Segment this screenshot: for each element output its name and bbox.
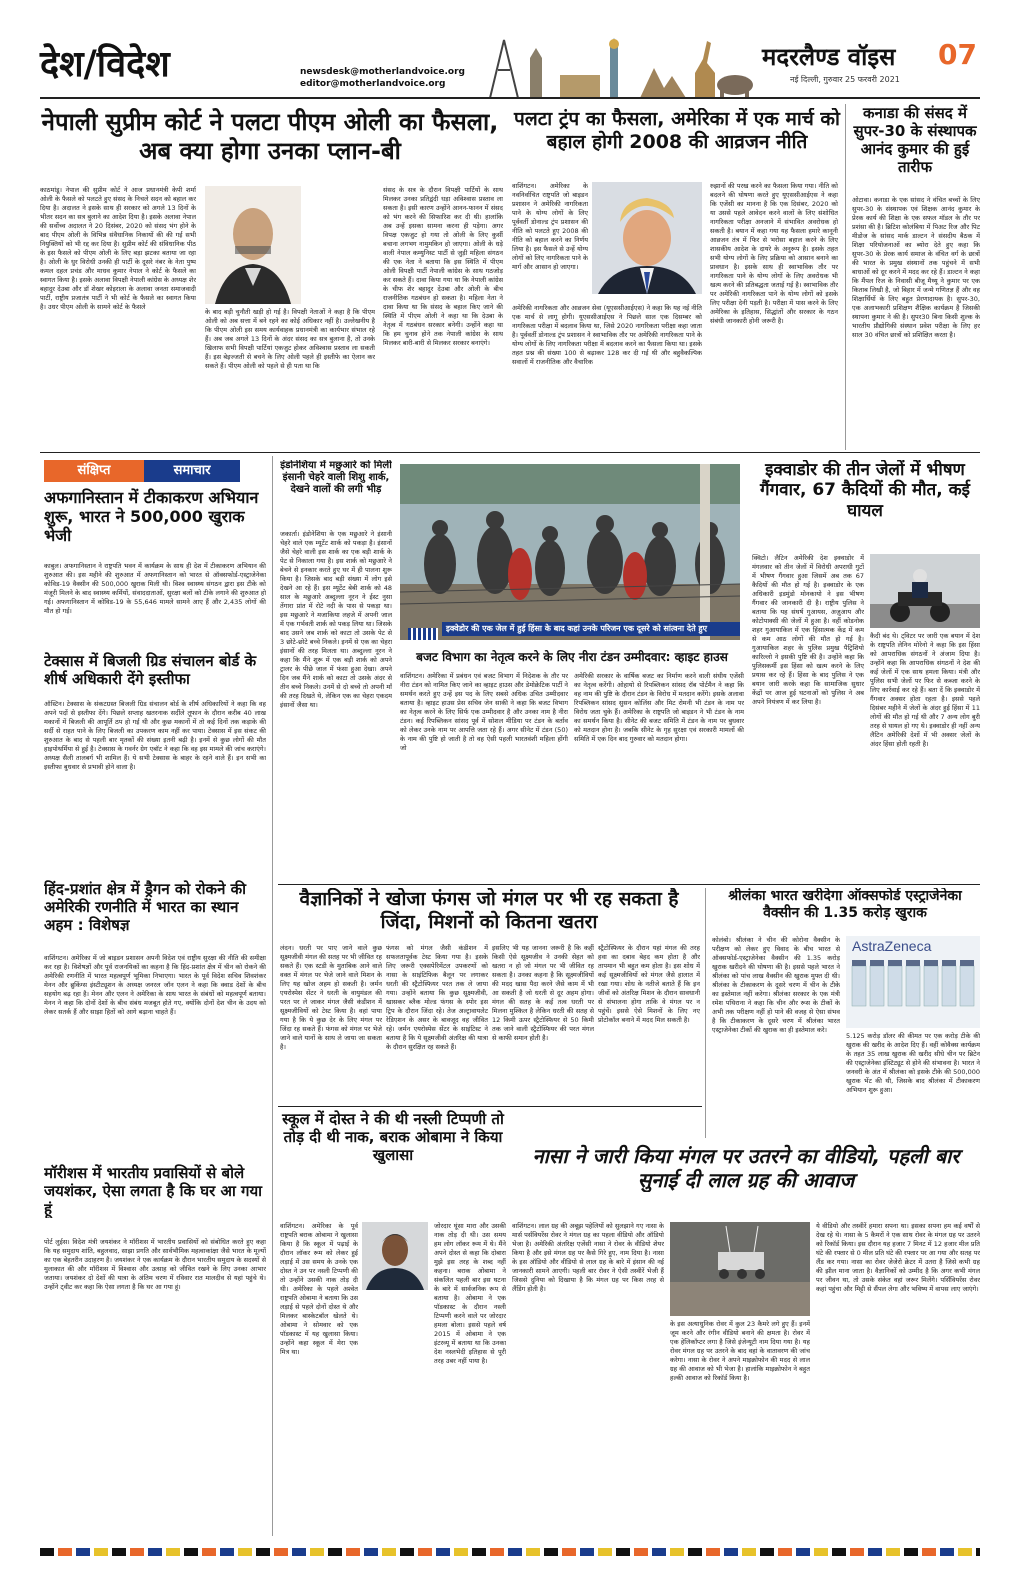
sankshipt-banner — [44, 460, 264, 482]
ecuador-photo-caption: इक्वेडोर की एक जेल में हुई हिंसा के बाद कहां उनके परिजन एक दूसरे को सांत्वना देते हुए — [442, 622, 740, 636]
nasa-headline: नासा ने जारी किया मंगल पर उतरने का वीडियो, पहली बार सुनाई दी लाल ग्रह की आवाज — [532, 1144, 960, 1192]
nasa-col1: वाशिंगटन। लाल ग्रह की अबूझ पहेलियों को सुलझाने गए नासा के मार्स पर्सवियरेंस रोवर ने मंगल ग्रह का पहला वीडियो और ऑडियो भेजा है। अमेरिकी अंतरिक्ष एजेंसी नासा ने रोवर के वीडियो शेयर किया है और इसे मंगल ग्रह पर कैसे गिरे हुए, नाम दिया है। नासा के इस ऑडियो और वीडियो से लाल ग्रह के बारे में इंसान की नई जानकारी सामने आएगी। पहली बार रोवर ने ऐसी तस्वीरें भेजी हैं जिससे दुनिया को दिखाया है कि मंगल ग्रह पर किस तरह से लैंडिंग होती है। — [512, 1222, 664, 1293]
ecuador-photo-barcode — [408, 628, 438, 640]
vaccine-vial-label: AstraZeneca — [852, 938, 932, 954]
brief1-headline: अफगानिस्तान में टीकाकरण अभियान शुरू, भारत ने 500,000 खुराक भेजी — [44, 488, 259, 546]
tanden-headline: बजट विभाग का नेतृत्व करने के लिए नीरा टंडन उम्मीदवार: व्हाइट हाउस — [416, 650, 728, 664]
ecuador-photo — [400, 464, 740, 640]
left-col-divider — [272, 456, 273, 1536]
nepal-col3: संसद के सत्र के दौरान विपक्षी पार्टियों के साथ मिलकर उनका प्रतिद्वंदी धड़ा अविश्वास प्रस्ताव ला सकता है। इसी कारण उन्होंने आनन-फानन में संसद को भंग करने की सिफारिश कर दी थी। हालांकि अब उन्हें इसका सामना करना ही पड़ेगा। अगर विपक्ष एकजुट हो गया तो ओली के लिए कुर्सी बचाना लगभग नामुमकिन हो जाएगा। ओली के धड़े वाली नेपाल कम्युनिस्ट पार्टी से जुड़ी महिला संगठन की एक नेता ने बताया कि इस स्थिति में पीएम ओली विपक्षी पार्टी नेपाली कांग्रेस के साथ गठजोड़ कर सकते हैं। दावा किया गया था कि नेपाली कांग्रेस के चीफ शेर बहादुर देउबा और ओली के बीच राजनीतिक गठबंधन हो सकता है। महिला नेता ने दावा किया था कि संसद के बहाल किए जाने की स्थिति में पीएम ओली ने कहा था कि देउबा के नेतृत्व में गठबंधन सरकार बनेगी। उन्होंने कहा था कि हम चुनाव होने तक नेपाली कांग्रेस के साथ मिलकर बारी-बारी से मिलकर सरकार बनाएंगे। — [383, 186, 503, 347]
canada-divider — [845, 104, 846, 450]
brief3-headline: हिंद-प्रशांत क्षेत्र में ड्रैगन को रोकने की अमेरिकी रणनीति में भारत का स्थान अहम : विशेषज्ञ — [44, 880, 247, 934]
nepal-col1: काठमांडू। नेपाल की सुप्रीम कोर्ट ने आज प्रधानमंत्री केपी शर्मा ओली के फैसले को पलटते हुए संसद के निचले सदन को बहाल कर दिया है। अदालत ने इसके साथ ही सरकार को अगले 13 दिनों के भीतर सदन का सत्र बुलाने का आदेश दिया है। इसके अलावा नेपाल की सर्वोच्च अदालत ने 20 दिसंबर, 2020 को संसद भंग होने के बाद पीएम ओली के विभिन्न संवैधानिक निकायों की की गई सभी नियुक्तियों को भी रद्द कर दिया है। सुप्रीम कोर्ट की संविधानिक पीठ के इस फैसले को पीएम ओली के लिए बड़ा झटका बताया जा रहा है। ओली के धुर विरोधी उनकी ही पार्टी के दूसरे नंबर के नेता पुष्प कमल दहल प्रचंड और माधव कुमार नेपाल ने कोर्ट के फैसले का स्वागत किया है। इसके अलावा विपक्षी नेपाली कांग्रेस के अध्यक्ष शेर बहादुर देउबा और डॉ शेखर कोइराला के अलावा जनता समाजवादी पार्टी, राष्ट्रीय प्रजातंत्र पार्टी ने भी कोर्ट के फैसले का स्वागत किया है। उधर पीएम ओली के सामने कोर्ट के फैसले — [40, 186, 196, 311]
tanden-col1: वाशिंगटन। अमेरिका में प्रबंधन एवं बजट विभाग में निदेशक के तौर पर नीरा टंडन को नामित किए जाने का व्हाइट हाउस और डेमोक्रेटिक पार्टी ने समर्थन करते हुए उन्हें इस पद के लिए सबसे अधिक उचित उम्मीदवार बताया है। व्हाइट हाउस प्रेस सचिव जेन साकी ने कहा कि बजट विभाग का नेतृत्व करने के लिए सिर्फ एक उम्मीदवार है और उनका नाम है नीरा टंडन। कई रिपब्लिकन सांसद पूर्व में सोशल मीडिया पर टंडन के बर्ताव को लेकर उनके नाम पर आपत्ति जता रहे हैं। अगर सीनेट में टंडन (50) के नाम की पुष्टि हो जाती है तो वह ऐसी पहली भारतवंशी महिला होंगी जो — [400, 672, 568, 752]
section-title: देश/विदेश — [40, 43, 170, 85]
ecuador-col2: कैदी बंद थे। ट्विटर पर जारी एक बयान में देश के राष्ट्रपति लेनिन मोरेनो ने कहा कि इस हिंसा को आपराधिक संगठनों ने अंजाम दिया है। उन्होंने कहा कि आपराधिक संगठनों ने देश की कई जेलों में एक साथ हमला किया। मंत्री और पुलिस सभी जेलों पर फिर से कब्जा करने के लिए कार्रवाई कर रहे हैं। बता दें कि इक्वाडोर में गैंगवार अक्सर होता रहता है। इससे पहले दिसंबर महीने में जेलों के अंदर हुई हिंसा में 11 लोगों की मौत हो गई थी और 7 अन्य लोग बुरी तरह से घायल हो गए थे। इक्वाडोर ही नहीं अन्य लैटिन अमेरिकी देशों में भी अक्सर जेलों के अंदर हिंसा होती रहती है। — [870, 632, 980, 748]
rover-descent-scene — [670, 1222, 810, 1316]
brief3-body: वाशिंगटन। अमेरिका में जो बाइडन प्रशासन अपनी विदेश एवं राष्ट्रीय सुरक्षा की नीति की समीक्षा कर रहा है। विशेषज्ञों और पूर्व राजनयिकों का कहना है कि हिंद-प्रशांत क्षेत्र में चीन को रोकने की अमेरिकी रणनीति में भारत महत्वपूर्ण भूमिका निभाएगा। भारत के पूर्व विदेश सचिव शिवशंकर मेनन और ब्रुकिंग्स इंस्टीट्यूशन के अध्यक्ष जनरल जॉन एलन ने कहा कि क्वाड देशों के बीच सहयोग बढ़ रहा है। मेनन और एलन ने अमेरिका के साथ भारत के संबंधों को महत्वपूर्ण बताया। मेनन ने कहा कि दोनों देशों के बीच संबंध मजबूत होते गए, क्योंकि दोनों देश चीन के उदय को लेकर सतर्क हैं और साझा हितों को आगे बढ़ाना चाहते हैं। — [44, 954, 266, 1016]
srilanka-headline: श्रीलंका भारत खरीदेगा ऑक्सफोर्ड एस्ट्राजेनेका वैक्सीन की 1.35 करोड़ खुराक — [728, 888, 962, 921]
dateline: नई दिल्ली, गुरुवार 25 फरवरी 2021 — [790, 75, 900, 84]
samachar-label: समाचार — [144, 460, 240, 482]
brief4-headline: मॉरीशस में भारतीय प्रवासियों से बोले जयशंकर, ऐसा लगता है कि घर आ गया हूं — [44, 1164, 263, 1218]
canada-headline: कनाडा की संसद में सुपर-30 के संस्थापक आनंद कुमार की हुई तारीफ — [853, 104, 977, 176]
ecuador-police-photo — [870, 554, 980, 628]
fungus-col2: फंगस को मंगल जैसी कंडीशन में सफलतापूर्वक टेस्ट किया गया है। इसके लिए जरूरी एक्सपेरिमेंटल उपकरणों को नासा के साइंटिफिक बैलून पर लगाकर धरती की स्ट्रैटोस्फियर परत तक ले जाया गया। उन्होंने बताया कि कुछ सूक्ष्मजीवी, खासकर ब्लैक मोल्ड फंगस के स्पोर इस ट्रिप के दौरान जिंदा रहे। तेज अल्ट्रावायलेट रेडिएशन के असर के बावजूद वह जीवित रहे। जर्मन एयरोस्पेस सेंटर के साइंटिस्ट ने बताया है कि ये सूक्ष्मजीवी अंतरिक्ष की यात्रा के दौरान सुरक्षित रह सकते हैं। — [386, 944, 488, 1051]
trump-col1: वाशिंगटन। अमेरिका के नवनिर्वाचित राष्ट्रपति जो बाइडन प्रशासन ने अमेरिकी नागरिकता पाने के योग्य लोगों के लिए पूर्ववर्ती डोनाल्ड ट्रंप प्रशासन की नीति को पलटते हुए 2008 की नीति को बहाल करने का निर्णय लिया है। इस फैसले से उन्हें योग्य लोगों को लिए नागरिकता पाने के मार्ग और आसान हो जाएगा। — [512, 182, 588, 271]
obama-portrait — [362, 1222, 428, 1290]
srilanka-col1: कोलंबो। श्रीलंका ने चीन की कोरोना वैक्सीन के परीक्षण को लेकर हुए विवाद के बीच भारत से ऑक्सफोर्ड-एस्ट्राजेनेका वैक्सीन की 1.35 करोड़ खुराक खरीदने की घोषणा की है। इससे पहले भारत ने श्रीलंका को पांच लाख वैक्सीन की खुराक मुफ्त दी थी। श्रीलंका के टीकाकरण के दूसरे चरण में चीन के टीके का इस्तेमाल नहीं करेगा। श्रीलंका सरकार के एक मंत्री रमेश पथिराना ने कहा कि चीन और रूस के टीकों के अभी तक परीक्षण नहीं हो पाने की वजह से ऐसा संभव है कि टीकाकरण के दूसरे चरण में श्रीलंका भारत एस्ट्राजेनेका टीकों की खुराक का ही इस्तेमाल करे। — [712, 936, 840, 1034]
fungus-headline: वैज्ञानिकों ने खोजा फंगस जो मंगल पर भी रह सकता है जिंदा, मिशनों को कितना खतरा — [299, 888, 679, 933]
obama-col2: जोरदार घूंसा मारा और उसकी नाक तोड़ दी थी। उस समय हम लोग लॉकर रूम में थे। मैंने अपने दोस्त से कहा कि दोबारा मुझे इस तरह के शब्द नहीं कहना। बराक ओबामा ने संकलित पहली बार इस घटना के बारे में सार्वजनिक रूप से बताया है। ओबामा ने एक पॉडकास्ट के दौरान नस्ली टिप्पणी करने वाले पर जोरदार हमला बोला। इससे पहले वर्ष 2015 में ओबामा ने एक इंटरव्यू में बताया था कि उनका देश नस्लभेदी इतिहास से पूरी तरह उबर नहीं पाया है। — [434, 1222, 506, 1365]
obama-headline: स्कूल में दोस्त ने की थी नस्ली टिप्पणी तो तोड़ दी थी नाक, बराक ओबामा ने किया खुलासा — [282, 1110, 504, 1164]
srilanka-col2: 5.125 करोड़ डॉलर की कीमत पर एक करोड़ टीके की खुराक की खरीद के आदेश दिए हैं। वहीं कोवैक्स कार्यक्रम के तहत 35 लाख खुराक की खरीद सीधे चीन पर ब्रिटेन की एस्ट्राजेनेका इंस्टिट्यूट से होने की संभावना है। भारत ने जनवरी के अंत में श्रीलंका को इसके टीके की 500,000 खुराक भेंट की थी, जिसके बाद श्रीलंका में टीकाकरण अभियान शुरू हुआ। — [846, 1032, 980, 1094]
landmarks-illustration — [470, 30, 760, 98]
email-editor[interactable]: editor@motherlandvoice.org — [300, 79, 446, 89]
header-rule — [40, 97, 980, 99]
trump-portrait — [592, 182, 702, 294]
fungus-col4: स्ट्रैटोस्फियर के दौरान यहां मंगल की तरह हवा का दबाव बेहद कम होता है और तापमान भी बहुत कम होता है। इस शोध में कई सूक्ष्मजीवियों को मंगल जैसे हालात में रखा गया। शोध के नतीजे बताते हैं कि इन जीवों को अंतरिक्ष मिशन के दौरान सावधानी से संभालना होगा ताकि वे मंगल पर न पहुंचें। इससे ऐसे मिशनों के लिए नए प्रोटोकॉल बनाने में मदद मिल सकती है। — [598, 944, 700, 1024]
srilanka-divider — [705, 888, 706, 1138]
fungus-col1: लंदन। धरती पर पाए जाने वाले कुछ सूक्ष्मजीवी मंगल की सतह पर भी जीवित रह सकते हैं। एक स्टडी के मुताबिक आने वाले वक्त में मंगल पर भेजे जाने वाले मिशन के लिए यह खोज अहम हो सकती है। जर्मन एयरोस्पेस सेंटर ने धरती के वायुमंडल की परत पर ले जाकर मंगल जैसी कंडीशन में सूक्ष्मजीवियों को टेस्ट किया है। वहां पाया गया है कि ये कुछ देर के लिए मंगल पर जिंदा रह सकते हैं। फंगस को मंगल पर भेजे जाने वाले यानों के साथ ले जाया जा सकता है। — [280, 944, 382, 1051]
vaccine-photo — [846, 936, 980, 1028]
top-section-rule — [40, 452, 980, 453]
fungus-col3: इसलिए भी यह जानना जरूरी है कि कहीं किसी ऐसे सूक्ष्मजीव ने उनकी सेहत को खतरा न हो जो मंगल पर भी जीवित रह सकता है। उनका कहना है कि सूक्ष्मजीवियों की मदद खास पैदा करने जैसे काम में भी आ सकती है जो धरती से दूर अहम होगा। मंगल की सतह के कई तत्व धरती पर मिलना मुश्किल है लेकिन धरती की सतह से 12 किमी ऊपर स्ट्रैटोस्फियर से 50 किमी तक जाने वाली स्ट्रैटोस्फियर की परत मंगल से काफी समान होती है। — [492, 944, 594, 1042]
mid-rule — [278, 884, 980, 885]
lower-rule — [278, 1106, 702, 1107]
brief4-body: पोर्ट लुईस। विदेश मंत्री जयशंकर ने मॉरीशस में भारतीय प्रवासियों को संबोधित करते हुए कहा कि यह समुदाय शांति, बहुलवाद, साझा प्रगति और सार्वभौमिक महत्वाकांक्षा जैसे भारत के मूल्यों का एक बेहतरीन उदाहरण है। जयशंकर ने एक कार्यक्रम के दौरान भारतीय समुदाय के सदस्यों से मुलाकात की और मॉरीशस में विश्वास और उत्साह को जीवित रखने के लिए उनका आभार जताया। जयशंकर दो देशों की यात्रा के अंतिम चरण में रविवार रात मालदीव से यहां पहुंचे थे। उन्होंने ट्वीट कर कहा कि ऐसा लगता है कि घर आ गया हूं। — [44, 1238, 266, 1291]
trump-headline: पलटा ट्रंप का फैसला, अमेरिका में एक मार्च को बहाल होगी 2008 की आव्रजन नीति — [514, 108, 840, 153]
tanden-col2: अमेरिकी सरकार के वार्षिक बजट का निर्माण करने वाली संघीय एजेंसी का नेतृत्व करेंगी। ओहायो से रिपब्लिकन सांसद रॉब पोर्टमैन ने कहा कि वह नाम की पुष्टि के दौरान टंडन के विरोध में मतदान करेंगे। इसके अलावा रिपब्लिकन सांसद सुसन कोलिंस और मिट रोमनी भी टंडन के नाम पर विरोध जता चुके हैं। अमेरिका के राष्ट्रपति जो बाइडन ने भी टंडन के नाम का समर्थन किया है। सीनेट की बजट समिति में टंडन के नाम पर बुधवार को मतदान होना है। जबकि सीनेट के गृह सुरक्षा एवं सरकारी मामलों की समिति में एक दिन बाद गुरुवार को मतदान होगा। — [574, 672, 744, 743]
oli-portrait — [205, 186, 301, 304]
page-number: 07 — [938, 38, 977, 71]
nepal-col2: के बाद बड़ी चुनौती खड़ी हो गई है। विपक्षी नेताओं ने कहा है कि पीएम ओली को अब सत्ता में बने रहने का कोई अधिकार नहीं है। उल्लेखनीय है कि पीएम ओली इस समय कार्यवाहक प्रधानमंत्री का कार्यभार संभाल रहे हैं। अब जब अगले 13 दिनों के अंदर संसद का सत्र बुलाना है, तो उनके खिलाफ सभी विपक्षी पार्टियां एकजुट होकर अविश्वास प्रस्ताव ला सकती हैं। इस बेइज्जती से बचने के लिए ओली पहले ही इस्तीफे का ऐलान कर सकते हैं। पीएम ओली को पहले से ही पता था कि — [205, 308, 375, 370]
masthead: मदरलैण्ड वॉइस — [762, 43, 896, 71]
nasa-col3: ये वीडियो और तस्वीरें हमारा सपना था। इसका सपना हम कई वर्षों से देख रहे थे। नासा के 5 कैमरों ने एक साथ रोवर के मंगल ग्रह पर उतरने को रिकॉर्ड किया। इस दौरान यह हजार 7 मिनट में 12 हजार मील प्रति घंटे की रफ्तार से 0 मील प्रति घंटे की रफ्तार पर आ गया और सतह पर लैंड कर गया। नासा का रोवर जेजेरो क्रेटर में उतरा है जिसे कभी ग्रह की झील माना जाता है। वैज्ञानिकों को उम्मीद है कि अगर कभी मंगल पर जीवन था, तो उसके संकेत वहां जरूर मिलेंगे। पर्सिवियरेंस रोवर कहां पहुंचा और मिट्टी से सैंपल लेगा और भविष्य में वापस लाए जाएंगे। — [816, 1222, 980, 1293]
print-color-bar — [40, 1548, 980, 1556]
obama-col1: वाशिंगटन। अमेरिका के पूर्व राष्ट्रपति बराक ओबामा ने खुलासा किया है कि स्कूल में पढ़ाई के दौरान लॉकर रूम को लेकर हुई लड़ाई में उस समय के उनके एक दोस्त ने उन पर नस्ली टिप्पणी की तो उन्होंने उसकी नाक तोड़ दी थी। अमेरिका के पहले अश्वेत राष्ट्रपति ओबामा ने बताया कि उस लड़ाई से पहले दोनों दोस्त थे और मिलकर बास्केटबॉल खेलते थे। ओबामा ने सोमवार को एक पॉडकास्ट में यह खुलासा किया। उन्होंने कहा स्कूल में मेरा एक मित्र था। — [280, 1222, 358, 1356]
trump-col3: रुझानों की परख करने का फैसला किया गया। नीति को बदलने की घोषणा करते हुए यूएससीआईएस ने कहा कि एजेंसी का मानना है कि एक दिसंबर, 2020 को या उससे पहले आवेदन करने वालों के लिए संशोधित नागरिकता परीक्षा अनजाने में संभावित अवरोधक हो सकती है। बयान में कहा गया यह फैसला हमारे कानूनी आव्रजन तंत्र में फिर से भरोसा बहाल करने के लिए शासकीय आदेश के दायरे के अनुरूप है। इसके तहत सभी योग्य लोगों के लिए प्रक्रिया को आसान बनाने का प्रावधान है। इसके साथ ही स्वाभाविक तौर पर नागरिकता पाने के योग्य लोगों के लिए अवरोधक भी खत्म करने की प्रतिबद्धता जताई गई है। स्वाभाविक तौर पर अमेरिकी नागरिकता पाने के योग्य लोगों को इसके लिए परीक्षा देनी पड़ती है। परीक्षा में पास करने के लिए अमेरिका के इतिहास, सिद्धांतों और सरकार के गठन संबंधी जानकारी होनी जरूरी है। — [710, 182, 838, 325]
nasa-rover-photo — [670, 1222, 810, 1316]
ecuador-col1: क्विटो। लैटिन अमेरिकी देश इक्वाडोर में मंगलवार को तीन जेलों में विरोधी अपराधी गुटों में भीषण गैंगवार हुआ जिसमें अब तक 67 कैदियों की मौत हो गई है। इक्वाडोर के एक अधिकारी इडमुंडो मोनकायो ने इस भीषण गैंगवार की जानकारी दी है। राष्ट्रीय पुलिस ने बताया कि यह संघर्ष गुआयस, अज़ुआय और कोटोपाक्सी की जेलों में हुआ है। वहीं कोडनोक शहर गुआयाकिल में एक हिंसात्मक केंद्र में कम से कम आठ लोगों की मौत हो गई है। गुआयाकिल शहर के पुलिस प्रमुख पैट्रिशियो कारिल्लो ने इसकी पुष्टि की है। उन्होंने कहा कि पुलिसकर्मी इस हिंसा को खत्म करने के लिए प्रयास कर रहे हैं। हिंसा के बाद पुलिस ने एक बयान जारी करके कहा कि सामाजिक सुधार केंद्रों पर आज हुई घटनाओं को पुलिस ने अब अपने नियंत्रण में कर लिया है। — [752, 554, 864, 706]
trump-col2: अमेरिकी नागरिकता और आव्रजन सेवा (यूएससीआईएस) ने कहा कि यह नई नीति एक मार्च से लागू होगी। यूएससीआईएस ने पिछले साल एक दिसम्बर को नागरिकता परीक्षा में बदलाव किया था, जिसे 2020 नागरिकता परीक्षा कहा जाता है। पूर्ववर्ती डोनाल्ड ट्रंप प्रशासन ने स्वाभाविक तौर पर अमेरिकी नागरिकता पाने के योग्य लोगों के लिए नागरिकता परीक्षा में बदलाव करने का फैसला किया था। इसके तहत प्रश्न की संख्या 100 से बढ़ाकर 128 कर दी गई थी और बहुवैकल्पिक सवालों में राजनीतिक और वैचारिक — [512, 304, 702, 366]
oli-photo — [205, 186, 301, 304]
ecuador-headline: इक्वाडोर की तीन जेलों में भीषण गैंगवार, 67 कैदियों की मौत, कई घायल — [760, 460, 970, 521]
page-header — [0, 0, 1024, 100]
indonesia-body: जकार्ता। इंडोनेशिया के एक मछुआरे ने इंसानी चेहरे वाले एक म्यूटेंट शार्क को पकड़ा है। इंसानों जैसे चेहरे वाली इस शार्क का एक बड़ी शार्क के पेट से निकाला गया है। इस शार्क को मछुआरे ने बेचने से इनकार करते हुए घर में ही पालना शुरू किया है। जिसके बाद बड़ी संख्या में लोग इसे देखने आ रहे हैं। इस म्यूटेंट बेबी शार्क को 48 साल के मछुआरे अब्दुल्ला नूरन ने ईस्ट नुसा तेंगारा प्रांत में रोटे नदी के पास से पकड़ा था। इस मछुआरे ने मजाकिया लहजे में अपनी जाल में एक गर्भवती शार्क को पकड़ लिया था। जिसके बाद उसने जब शार्क को काटा तो उसके पेट से 3 छोटे-छोटे बच्चे निकले। इनमें से एक का चेहरा इंसानों की तरह मिलता था। अब्दुल्ला नूरन ने कहा कि मैंने शुरू में एक बड़ी शार्क को अपने ट्रालर के पीछे जाल में फंसा हुआ देखा। अपने दिन जब मैंने शार्क को काटा तो उसके अंदर से तीन बच्चे निकले। उनमें से दो बच्चे तो अपनी माँ की तरह दिखते थे, लेकिन एक का चेहरा एकदम इंसानों जैसा था। — [280, 530, 392, 709]
brief1-body: काबुल। अफगानिस्तान ने राष्ट्रपति भवन में कार्यक्रम के साथ ही देश में टीकाकरण अभियान की शुरुआत की। इस महीने की शुरुआत में अफगानिस्तान को भारत से ऑक्सफोर्ड-एस्ट्राजेनेका कोविड-19 वैक्सीन की 500,000 खुराक मिली थी। विश्व स्वास्थ्य संगठन द्वारा इस टीके को मंजूरी मिलने के बाद स्वास्थ्य कर्मियों, संवाददाताओं, सुरक्षा बलों को टीके लगाने की शुरुआत हो गई। अफगानिस्तान में कोविड-19 के 55,646 मामले सामने आए हैं और 2,435 लोगों की मौत हो गई। — [44, 562, 266, 615]
obama-photo — [362, 1222, 428, 1290]
police-motorcycle-scene — [870, 554, 980, 628]
trump-photo — [592, 182, 702, 294]
nasa-col2: के इस अत्याधुनिक रोवर में कुल 23 कैमरे लगे हुए हैं। इनमें जूम करने और रंगीन वीडियो बनाने की क्षमता है। रोवर में एक हेलिकॉप्टर लगा है जिसे इंजेन्यूटी नाम दिया गया है। यह रोवर मंगल ग्रह पर उतरने के बाद वहां के वातावरण की जांच करेगा। नासा के रोवर ने अपने माइक्रोफोन की मदद से लाल ग्रह की आवाज को भी भेजा है। हालांकि माइक्रोफोन ने बहुत हल्की आवाज को रिकॉर्ड किया है। — [670, 1320, 810, 1382]
sankshipt-label: संक्षिप्त — [44, 460, 144, 482]
indonesia-headline: इंडोनेशिया में मछुआरे को मिली इंसानी चेहरे वाली शिशु शार्क, देखने वालों की लगी भीड़ — [280, 460, 392, 495]
canada-body: ओटावा। कनाडा के एक सांसद ने वंचित बच्चों के लिए सुपर-30 के संस्थापक एवं शिक्षक आनंद कुमार के प्रेरक कार्य की शिक्षा के एक सफल मॉडल के तौर पर प्रशंसा की है। ब्रिटिश कोलंबिया में पिअट रिज और पिट मीडोज के सांसद मार्क डाल्टन ने संसदीय बैठक में शिक्षा परियोजनाओं का ब्योरा देते हुए कहा कि सुपर-30 के प्रेरक कार्य समाज के वंचित वर्ग के छात्रों की भारत के प्रमुख संस्थानों तक पहुंचने में सभी बाधाओं को दूर करने में मदद कर रहे हैं। डाल्टन ने कहा कि मैंपल रिज के निवासी बीजू मैथ्यू ने कुमार पर एक किताब लिखी है, जो बिहार में जन्मे गणितज्ञ हैं और वह शिक्षार्थियों के लिए बहुत प्रेरणादायक है। सुपर-30, एक अलाभकारी प्रशिक्षण शैक्षिक कार्यक्रम है जिसकी स्थापना कुमार ने की है। सुपर30 बिना किसी शुल्क के भारतीय प्रौद्योगिकी संस्थान प्रवेश परीक्षा के लिए हर साल 30 वंचित छात्रों को प्रशिक्षित करता है। — [852, 196, 980, 339]
brief2-body: ऑस्टिन। टेक्सास के संकटग्रस्त बिजली ग्रिड संचालन बोर्ड के शीर्ष अधिकारियों ने कहा कि वह अपने पदों से इस्तीफा देंगे। पिछले सप्ताह खतरनाक सर्दीले तूफान के दौरान करीब 40 लाख मकानों में बिजली की आपूर्ति ठप हो गई थी और कुछ मकानों में तो कई दिनों तक कड़ाके की सर्दी से राहत पाने के लिए बिजली का उपकरण काम नहीं कर पाया। टेक्सास में इस संकट की शुरुआत के बाद से पहली बार मृतकों की संख्या इतनी बढ़ी है। इनमें से कुछ लोगों की मौत हाइपोथर्मिया से हुई है। टेक्सास के गवर्नर ग्रेग एबॉट ने कहा कि वह इस मामले की जांच कराएंगे। अध्यक्ष सैली तालबर्ग भी शामिल हैं। ये सभी टेक्सास के बाहर के रहने वाले हैं। इन सभी का इस्तीफा बुधवार से प्रभावी होने वाला है। — [44, 700, 266, 771]
ecuador-crowd-scene — [400, 464, 740, 640]
nepal-headline: नेपाली सुप्रीम कोर्ट ने पलटा पीएम ओली का फैसला, अब क्या होगा उनका प्लान-बी — [41, 108, 499, 165]
brief2-headline: टेक्सास में बिजली ग्रिड संचालन बोर्ड के शीर्ष अधिकारी देंगे इस्तीफा — [44, 652, 257, 688]
email-newsdesk[interactable]: newsdesk@motherlandvoice.org — [300, 67, 465, 77]
